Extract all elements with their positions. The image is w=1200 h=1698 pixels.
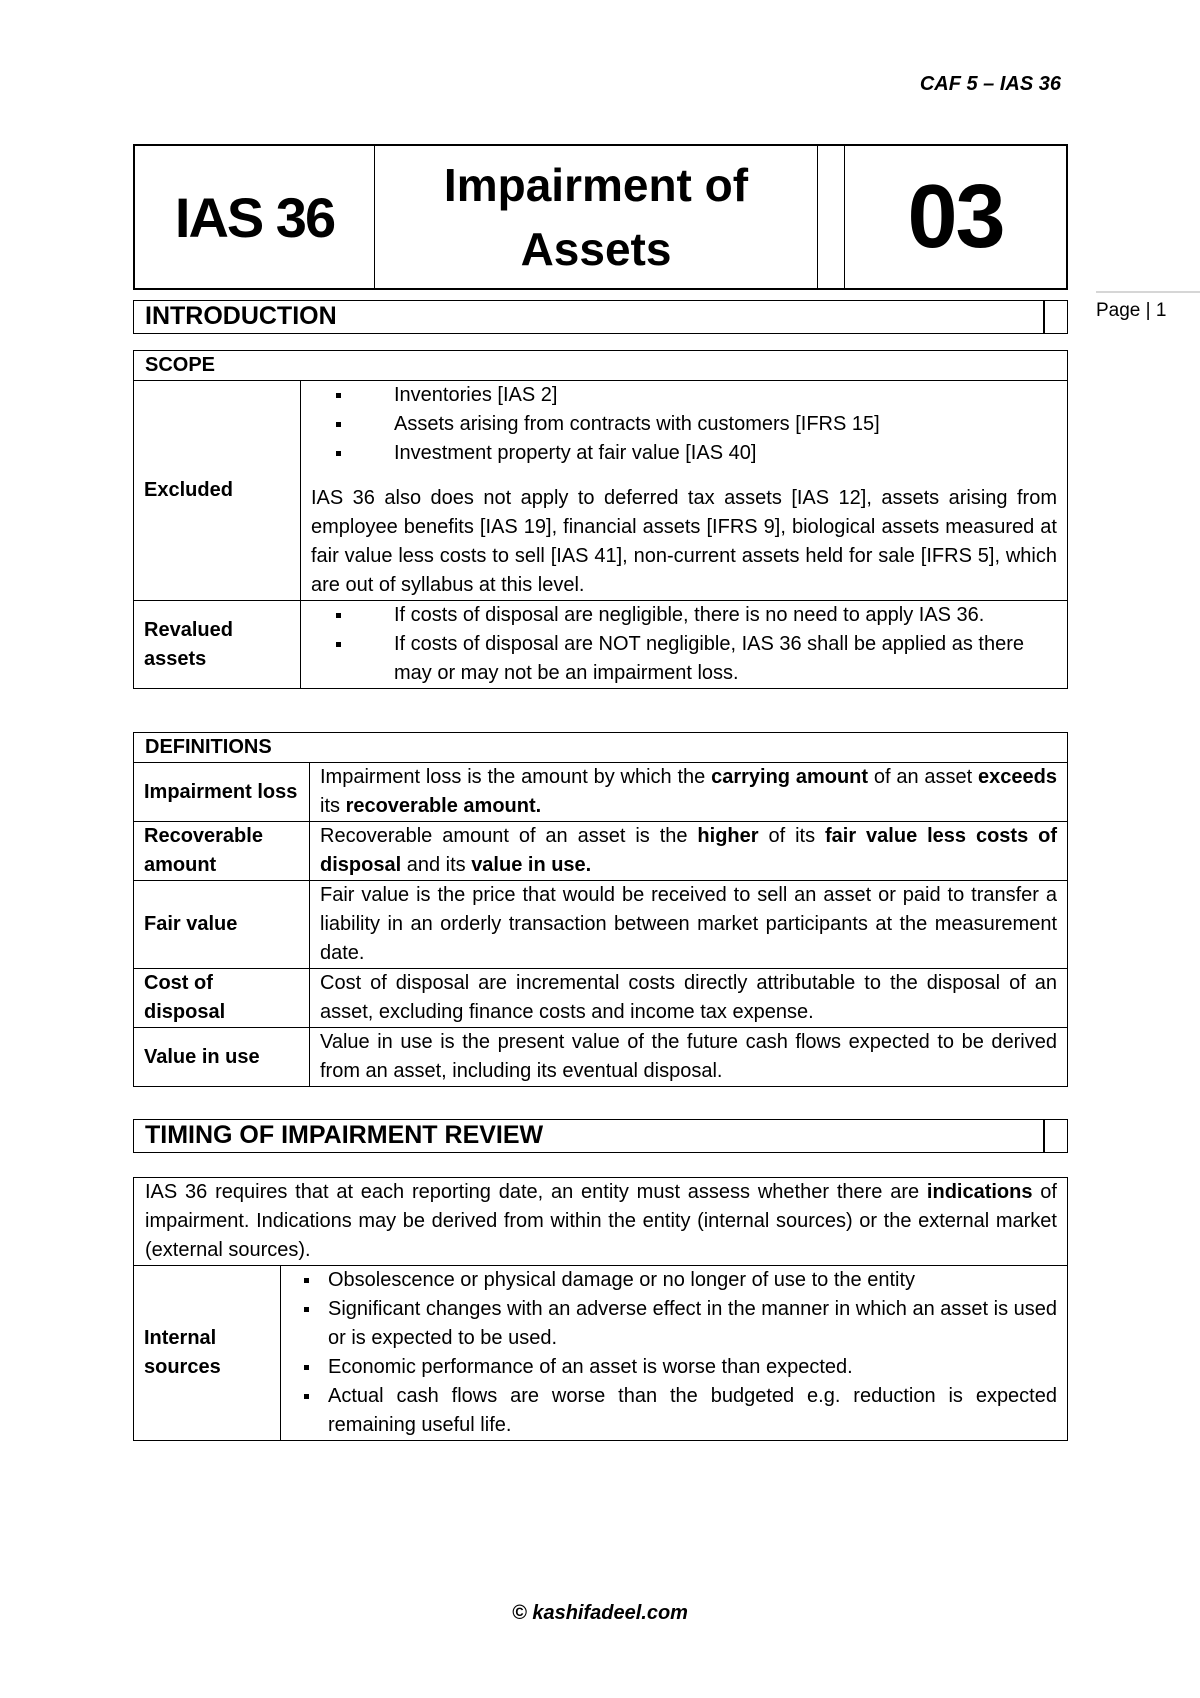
page-number-rule — [1096, 291, 1200, 293]
scope-row-excluded — [134, 381, 1068, 601]
term-impairment-loss: Impairment loss — [134, 763, 310, 822]
list-item: Significant changes with an adverse effect in the manner in which an asset is used or is expected to be used. — [291, 1295, 1057, 1353]
chapter-title-box — [133, 144, 1068, 290]
definitions-table — [133, 732, 1068, 1087]
bullet-icon — [336, 451, 341, 456]
footer-copyright: © kashifadeel.com — [512, 1602, 688, 1624]
term-recoverable-amount: Recoverable amount — [134, 822, 310, 881]
list-item: Investment property at fair value [IAS 40] — [311, 439, 1057, 468]
definition-recoverable-amount: Recoverable amount of an asset is the higher of its fair value less costs of disposal and its value in use. — [310, 822, 1068, 881]
list-item: Inventories [IAS 2] — [311, 381, 1057, 410]
definition-impairment-loss: Impairment loss is the amount by which the carrying amount of an asset exceeds its recoverable amount. — [310, 763, 1068, 822]
bullet-icon — [336, 422, 341, 427]
definition-row — [134, 881, 1068, 969]
list-item: Economic performance of an asset is worse than expected. — [291, 1353, 1057, 1382]
definition-fair-value: Fair value is the price that would be received to sell an asset or paid to transfer a liability in an orderly transaction between market participants at the measurement date. — [310, 881, 1068, 969]
bullet-icon — [304, 1307, 309, 1312]
term-value-in-use: Value in use — [134, 1028, 310, 1087]
excluded-list — [311, 381, 1057, 468]
title-box-spacer — [818, 146, 845, 288]
bullet-icon — [336, 642, 341, 647]
revalued-label: Revalued assets — [134, 601, 301, 689]
definition-row — [134, 822, 1068, 881]
definition-row — [134, 763, 1068, 822]
timing-heading — [133, 1119, 1068, 1153]
excluded-label: Excluded — [134, 381, 301, 601]
bullet-icon — [304, 1365, 309, 1370]
list-item: Obsolescence or physical damage or no longer of use to the entity — [291, 1266, 1057, 1295]
introduction-heading — [133, 300, 1068, 334]
list-item: If costs of disposal are NOT negligible, IAS 36 shall be applied as there may or may not be an impairment loss. — [311, 630, 1057, 688]
heading-end-box — [1043, 300, 1067, 333]
running-header: CAF 5 – IAS 36 — [919, 73, 1061, 95]
revalued-list — [311, 601, 1057, 688]
internal-sources-list — [291, 1266, 1057, 1440]
definition-cost-of-disposal: Cost of disposal are incremental costs directly attributable to the disposal of an asset, excluding finance costs and income tax expense. — [310, 969, 1068, 1028]
list-item: If costs of disposal are negligible, there is no need to apply IAS 36. — [311, 601, 1057, 630]
definitions-heading: DEFINITIONS — [134, 733, 1068, 763]
definition-value-in-use: Value in use is the present value of the future cash flows expected to be derived from an asset, including its eventual disposal. — [310, 1028, 1068, 1087]
scope-heading: SCOPE — [134, 351, 1068, 381]
heading-end-box — [1043, 1119, 1067, 1152]
chapter-number: 03 — [907, 166, 1004, 267]
list-item: Assets arising from contracts with customers [IFRS 15] — [311, 410, 1057, 439]
standard-code: IAS 36 — [135, 146, 375, 288]
bullet-icon — [304, 1278, 309, 1283]
scope-table — [133, 350, 1068, 689]
timing-heading-text: TIMING OF IMPAIRMENT REVIEW — [145, 1121, 544, 1149]
internal-sources-content — [281, 1266, 1068, 1441]
term-cost-of-disposal: Cost of disposal — [134, 969, 310, 1028]
revalued-content — [301, 601, 1068, 689]
internal-sources-row — [134, 1266, 1068, 1441]
timing-table — [133, 1177, 1068, 1441]
internal-sources-label: Internal sources — [134, 1266, 281, 1441]
term-fair-value: Fair value — [134, 881, 310, 969]
scope-row-revalued — [134, 601, 1068, 689]
introduction-heading-text: INTRODUCTION — [145, 302, 337, 330]
timing-intro: IAS 36 requires that at each reporting date, an entity must assess whether there are indications of impairment. Indications may be derived from within the entity (internal sources) or the external market (external sources). — [134, 1178, 1068, 1266]
definition-row — [134, 969, 1068, 1028]
bullet-icon — [304, 1394, 309, 1399]
excluded-content — [301, 381, 1068, 601]
standard-name: Impairment of Assets — [375, 146, 818, 288]
bullet-icon — [336, 393, 341, 398]
page-number: Page | 1 — [1096, 300, 1167, 321]
definition-row — [134, 1028, 1068, 1087]
bullet-icon — [336, 613, 341, 618]
excluded-note: IAS 36 also does not apply to deferred tax assets [IAS 12], assets arising from employee benefits [IAS 19], financial assets [IFRS 9], biological assets measured at fair value less costs to sell [IAS 41], non-current assets held for sale [IFRS 5], which are out of syllabus at this level. — [311, 487, 1057, 596]
list-item: Actual cash flows are worse than the budgeted e.g. reduction is expected remaining useful life. — [291, 1382, 1057, 1440]
